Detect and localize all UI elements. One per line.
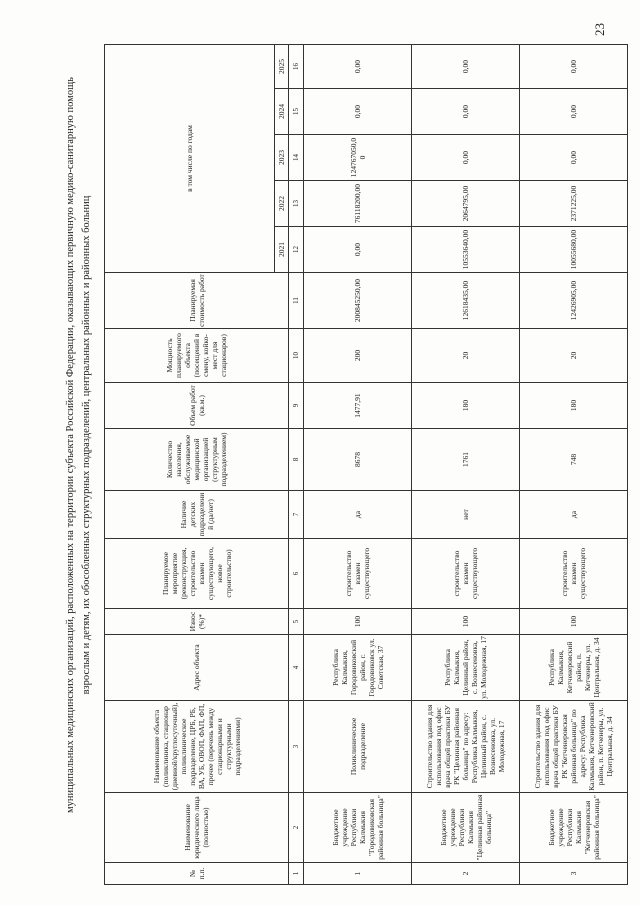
cell-children: да xyxy=(304,491,412,539)
column-number-row xyxy=(289,45,304,885)
header-children: Наличие детских подразделений (да/нет) xyxy=(105,491,289,539)
header-num: № п.п. xyxy=(105,863,289,885)
rotated-table-container xyxy=(104,45,614,885)
cell-cost: 12426905,00 xyxy=(520,273,628,329)
cell-2024: 0,00 xyxy=(520,89,628,135)
col-number: 3 xyxy=(289,701,304,793)
col-number: 2 xyxy=(289,793,304,863)
cell-capacity: 20 xyxy=(520,329,628,383)
cell-volume: 180 xyxy=(520,383,628,429)
table-row xyxy=(412,45,520,885)
cell-2025: 0,00 xyxy=(304,45,412,89)
cell-cost: 12618435,00 xyxy=(412,273,520,329)
cell-2021: 0,00 xyxy=(304,227,412,273)
col-number: 11 xyxy=(289,273,304,329)
col-number: 13 xyxy=(289,181,304,227)
header-planned: Планируемое мероприятие (реконструкция, строительство взамен существующего, новое строительство) xyxy=(105,539,289,609)
header-by-years: в том числе по годам xyxy=(105,45,275,273)
cell-volume: 1477,91 xyxy=(304,383,412,429)
cell-num: 3 xyxy=(520,863,628,885)
page-number: 23 xyxy=(592,23,607,36)
col-number: 7 xyxy=(289,491,304,539)
col-number: 12 xyxy=(289,227,304,273)
cell-object: Строительство здания для использования под офис врача общей практики БУ РК "Кетченеровская районная больница" по адресу: Республика Калмыкия, Кетченеровский район, п. Кетченеры, ул. Центральная, д. 34 xyxy=(520,701,628,793)
table-row xyxy=(304,45,412,885)
header-org: Наименование юридического лица (полностью) xyxy=(105,793,289,863)
cell-address: Республика Калмыкия, Городовиковский район, г. Городовиковск ул. Советская, 37 xyxy=(304,635,412,701)
col-number: 16 xyxy=(289,45,304,89)
document-heading-line-1: муниципальных медицинских организаций, расположенных на территории субъекта Российской Федерации, оказывающих первичную медико-санитарную помощь xyxy=(65,77,76,813)
cell-population: 748 xyxy=(520,429,628,491)
cell-planned: строительство взамен существующего xyxy=(304,539,412,609)
cell-volume: 180 xyxy=(412,383,520,429)
table-row xyxy=(520,45,628,885)
cell-object: Строительство здания для использования под офис врача общей практики БУ РК "Целинная районная больница" по адресу: Республика Калмыкия, Целинный район, с. Вознесеновка, ул. Молодежная, 17 xyxy=(412,701,520,793)
cell-2024: 0,00 xyxy=(412,89,520,135)
col-number: 15 xyxy=(289,89,304,135)
cell-2022: 2064795,00 xyxy=(412,181,520,227)
cell-population: 8678 xyxy=(304,429,412,491)
cell-children: да xyxy=(520,491,628,539)
col-number: 1 xyxy=(289,863,304,885)
cell-org: Бюджетное учреждение Республики Калмыкия "Кетченеровская районная больница" xyxy=(520,793,628,863)
header-address: Адрес объекта xyxy=(105,635,289,701)
cell-address: Республика Калмыкия, Целинный район, с. Вознесеновка, ул. Молодежная, 17 xyxy=(412,635,520,701)
investment-table xyxy=(104,44,628,885)
col-number: 9 xyxy=(289,383,304,429)
header-population: Количество населения, обслуживаемое медицинской организацией (структурным подразделением) xyxy=(105,429,289,491)
col-number: 6 xyxy=(289,539,304,609)
cell-org: Бюджетное учреждение Республики Калмыкия "Целинная районная больница" xyxy=(412,793,520,863)
cell-children: нет xyxy=(412,491,520,539)
header-object: Наименование объекта (поликлиника, стационар (дневной/круглосуточный), поликлиническое подразделение, ЦРБ, РБ, ВА, УБ, ОВОП, ФАП, ФП, прочее (перечень между стационарными и структурными подразделениями) xyxy=(105,701,289,793)
cell-2025: 0,00 xyxy=(520,45,628,89)
cell-wear: 100 xyxy=(412,609,520,635)
header-wear: Износ (%)* xyxy=(105,609,289,635)
header-year-2021: 2021 xyxy=(275,227,289,273)
cell-wear: 100 xyxy=(520,609,628,635)
cell-2023: 124767050,00 xyxy=(304,135,412,181)
cell-org: Бюджетное учреждение Республики Калмыкия "Городовиковская районная больница" xyxy=(304,793,412,863)
cell-2022: 76118200,00 xyxy=(304,181,412,227)
cell-2021: 10055680,00 xyxy=(520,227,628,273)
header-volume: Объем работ (кв.м.) xyxy=(105,383,289,429)
header-cost: Планируемая стоимость работ xyxy=(105,273,289,329)
cell-num: 2 xyxy=(412,863,520,885)
col-number: 4 xyxy=(289,635,304,701)
cell-2023: 0,00 xyxy=(412,135,520,181)
cell-2023: 0,00 xyxy=(520,135,628,181)
cell-2022: 2371225,00 xyxy=(520,181,628,227)
cell-num: 1 xyxy=(304,863,412,885)
header-capacity: Мощность планируемого объекта (посещений в смену, койко-мест для стационаров) xyxy=(105,329,289,383)
cell-cost: 200845250,00 xyxy=(304,273,412,329)
cell-capacity: 20 xyxy=(412,329,520,383)
col-number: 5 xyxy=(289,609,304,635)
cell-address: Республика Калмыкия, Кетченеровский район, п. Кетченеры, ул. Центральная, д. 34 xyxy=(520,635,628,701)
cell-object: Поликлиническое подразделение xyxy=(304,701,412,793)
header-year-2022: 2022 xyxy=(275,181,289,227)
cell-capacity: 200 xyxy=(304,329,412,383)
cell-population: 1761 xyxy=(412,429,520,491)
cell-planned: строительство взамен существующего xyxy=(520,539,628,609)
document-heading-line-2: взрослым и детям, их обособленных структурных подразделений, центральных районных и районных больниц xyxy=(81,195,92,695)
col-number: 10 xyxy=(289,329,304,383)
cell-planned: строительство взамен существующего xyxy=(412,539,520,609)
header-year-2023: 2023 xyxy=(275,135,289,181)
header-year-2025: 2025 xyxy=(275,45,289,89)
cell-2021: 10553640,00 xyxy=(412,227,520,273)
cell-2024: 0,00 xyxy=(304,89,412,135)
header-year-2024: 2024 xyxy=(275,89,289,135)
header-row-1 xyxy=(105,45,275,885)
col-number: 8 xyxy=(289,429,304,491)
cell-2025: 0,00 xyxy=(412,45,520,89)
col-number: 14 xyxy=(289,135,304,181)
cell-wear: 100 xyxy=(304,609,412,635)
